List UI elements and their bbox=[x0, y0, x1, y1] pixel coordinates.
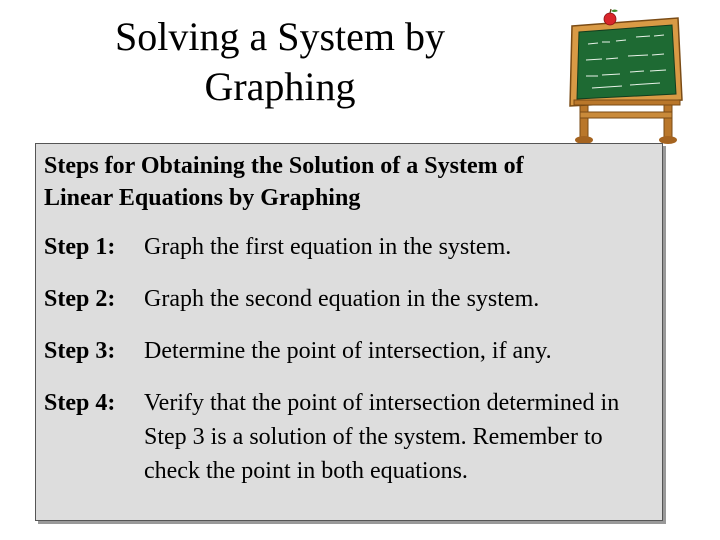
steps-heading bbox=[44, 150, 654, 214]
step-4-label: Step 4: bbox=[44, 390, 116, 416]
chalkboard-icon bbox=[566, 8, 686, 146]
step-3-text: Determine the point of intersection, if any. bbox=[144, 338, 552, 364]
step-2-text: Graph the second equation in the system. bbox=[144, 286, 540, 312]
slide-title bbox=[60, 12, 500, 112]
step-3-label: Step 3: bbox=[44, 338, 116, 364]
steps-box bbox=[35, 143, 663, 521]
step-2-label: Step 2: bbox=[44, 286, 116, 312]
step-3 bbox=[44, 334, 654, 368]
slide-title-line-2: Graphing bbox=[204, 64, 356, 109]
step-2 bbox=[44, 282, 654, 316]
slide-title-line-1: Solving a System by bbox=[114, 14, 446, 59]
step-4-text: Verify that the point of intersection determined in Step 3 is a solution of the system. Remember to check the point in both equations. bbox=[144, 390, 620, 484]
step-1-label: Step 1: bbox=[44, 234, 116, 260]
steps-heading-line-2: Linear Equations by Graphing bbox=[44, 185, 361, 211]
step-4 bbox=[44, 386, 654, 488]
step-1 bbox=[44, 230, 654, 264]
steps-heading-line-1: Steps for Obtaining the Solution of a System of bbox=[44, 153, 524, 179]
step-1-text: Graph the first equation in the system. bbox=[144, 234, 512, 260]
